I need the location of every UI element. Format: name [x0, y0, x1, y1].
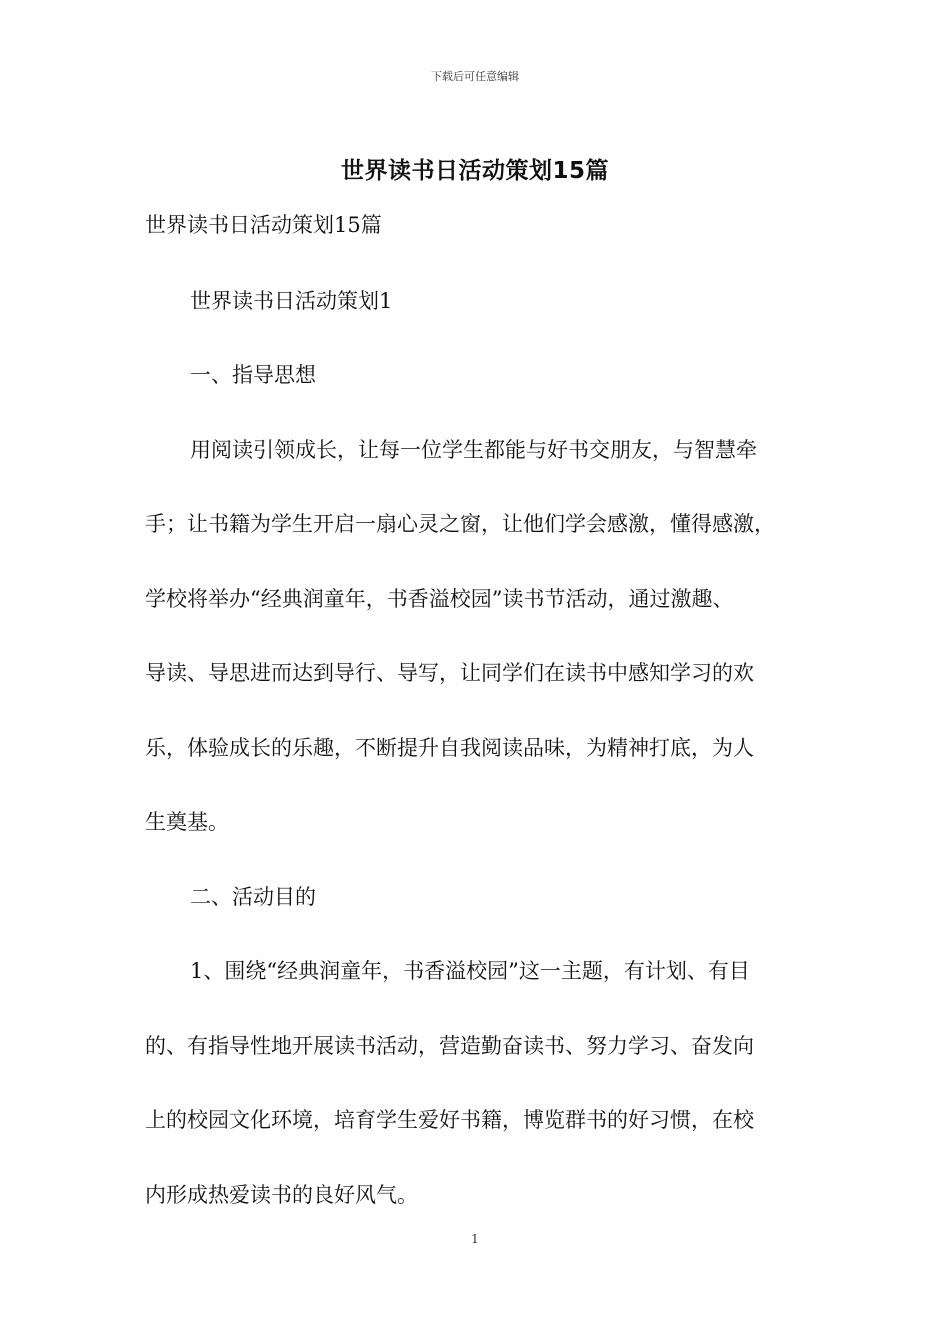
paragraph-line: 学校将举办“经典润童年，书香溢校园”读书节活动，通过激趣、 — [145, 587, 734, 611]
heading-activity-purpose: 二、活动目的 — [190, 885, 316, 909]
document-title: 世界读书日活动策划15篇 — [340, 158, 609, 184]
heading-guiding-ideology: 一、指导思想 — [190, 363, 316, 387]
paragraph-line: 的、有指导性地开展读书活动，营造勤奋读书、努力学习、奋发向 — [145, 1034, 754, 1058]
paragraph-line: 上的校园文化环境，培育学生爱好书籍，博览群书的好习惯，在校 — [145, 1108, 754, 1132]
document-subtitle: 世界读书日活动策划15篇 — [145, 213, 382, 237]
paragraph-line: 生奠基。 — [145, 810, 229, 834]
page-number: 1 — [471, 1232, 479, 1246]
paragraph-line: 导读、导思进而达到导行、导写，让同学们在读书中感知学习的欢 — [145, 661, 754, 685]
paragraph-line: 内形成热爱读书的良好风气。 — [145, 1183, 418, 1207]
header-note: 下载后可任意编辑 — [431, 70, 519, 83]
paragraph-line: 手；让书籍为学生开启一扇心灵之窗，让他们学会感激，懂得感激， — [145, 512, 775, 536]
paragraph-line: 乐，体验成长的乐趣，不断提升自我阅读品味，为精神打底，为人 — [145, 736, 754, 760]
section-heading: 世界读书日活动策划1 — [190, 289, 393, 313]
paragraph-line: 用阅读引领成长，让每一位学生都能与好书交朋友，与智慧牵 — [190, 438, 757, 462]
paragraph-line: 1、围绕“经典润童年，书香溢校园”这一主题，有计划、有目 — [190, 959, 750, 983]
